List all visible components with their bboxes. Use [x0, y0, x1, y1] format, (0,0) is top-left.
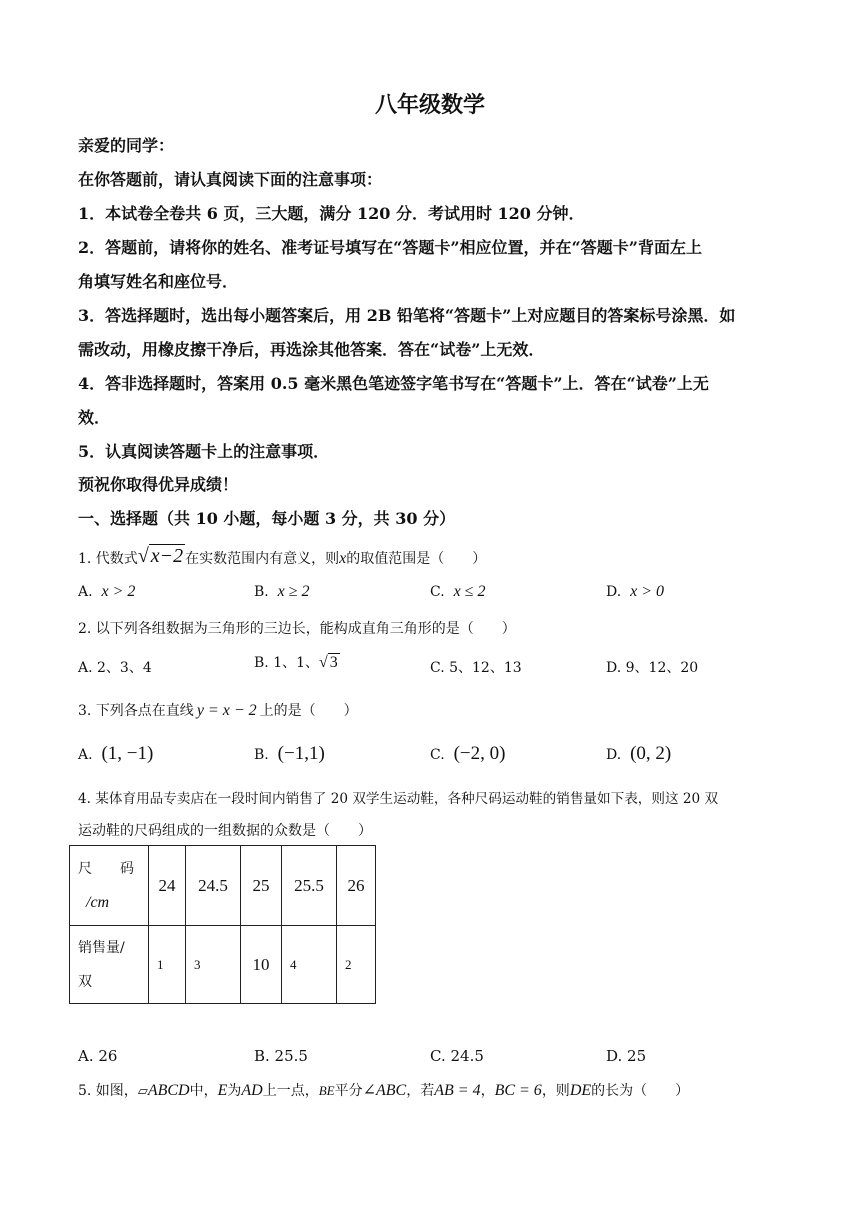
- q1-sqrt: √ x−2: [137, 545, 184, 567]
- q3-option-c: [430, 743, 505, 765]
- wish-line: 预祝你取得优异成绩！: [78, 475, 239, 494]
- q1-option-a-expr: x > 2: [101, 583, 136, 600]
- q5-angle: ∠ABC: [362, 1082, 407, 1099]
- q3-suffix: 上的是（ ）: [259, 703, 358, 719]
- q2-radicand: 3: [329, 654, 338, 671]
- q2-option-d: D. 9、12、20: [606, 660, 699, 676]
- table-header-size: [70, 846, 149, 926]
- q4-option-b: B. 25.5: [254, 1047, 308, 1065]
- q5-text: 中，: [189, 1083, 218, 1099]
- q1-suffix: 的取值范围是（ ）: [346, 551, 487, 567]
- question-4-line1: 4. 某体育用品专卖店在一段时间内销售了 20 双学生运动鞋，各种尺码运动鞋的销售量如下表，则这 20 双: [78, 791, 719, 807]
- header-count-unit: 双: [78, 973, 92, 990]
- q3-option-b-expr: (−1,1): [277, 743, 325, 764]
- q4-option-a: A. 26: [78, 1047, 118, 1065]
- q2-option-a: A. 2、3、4: [78, 660, 152, 676]
- table-row-sizes: [70, 846, 376, 926]
- q1-option-c-label: C.: [430, 584, 445, 600]
- header-size-unit: /cm: [86, 893, 110, 911]
- q5-segment-de: DE: [569, 1082, 592, 1099]
- note-4-line2: 效．: [78, 408, 111, 427]
- q5-segment-be: BE: [318, 1083, 335, 1098]
- count-cell: 2: [337, 926, 376, 1004]
- count-cell: 3: [186, 926, 241, 1004]
- q3-option-d: [606, 743, 671, 765]
- q1-radicand: x−2: [150, 545, 184, 567]
- q5-abcd: ABCD: [147, 1082, 190, 1099]
- q5-segment-ad: AD: [241, 1082, 263, 1099]
- note-1: 1．本试卷全卷共 6 页，三大题，满分 120 分．考试用时 120 分钟．: [78, 204, 585, 223]
- intro-line: 在你答题前，请认真阅读下面的注意事项：: [78, 170, 383, 189]
- q4-option-c: C. 24.5: [430, 1047, 484, 1065]
- question-3: [78, 700, 358, 720]
- q5-text: 的长为（ ）: [591, 1083, 690, 1099]
- count-cell: 1: [149, 926, 186, 1004]
- q2-option-b-label: B. 1、1、: [254, 655, 320, 671]
- size-cell: 25: [241, 846, 282, 926]
- size-cell: 24: [149, 846, 186, 926]
- q3-option-c-expr: (−2, 0): [453, 743, 506, 764]
- question-1: [78, 545, 486, 568]
- count-cell: 10: [241, 926, 282, 1004]
- q3-option-d-label: D.: [606, 747, 622, 763]
- count-cell: 4: [282, 926, 337, 1004]
- note-3-line2: 需改动，用橡皮擦干净后，再选涂其他答案．答在“试卷”上无效．: [78, 340, 545, 359]
- q1-middle: 在实数范围内有意义，则: [185, 551, 340, 567]
- greeting: 亲爱的同学：: [78, 136, 175, 155]
- q5-point-e: E: [217, 1082, 228, 1099]
- page-title: 八年级数学: [374, 92, 485, 118]
- question-5: [78, 1080, 689, 1100]
- section-heading: 一、选择题（共 10 小题，每小题 3 分，共 30 分）: [78, 509, 456, 528]
- note-4-line1: 4．答非选择题时，答案用 0.5 毫米黑色笔迹签字笔书写在“答题卡”上．答在“试卷”上无: [78, 374, 709, 393]
- question-2: 2. 以下列各组数据为三角形的三边长，能构成直角三角形的是（ ）: [78, 621, 516, 637]
- note-2-line2: 角填写姓名和座位号．: [78, 272, 239, 291]
- note-5: 5．认真阅读答题卡上的注意事项．: [78, 442, 330, 461]
- q5-prefix: 5. 如图，: [78, 1083, 138, 1099]
- table-header-count: [70, 926, 149, 1004]
- header-count-text: 销售量/: [78, 939, 125, 956]
- q3-option-d-expr: (0, 2): [630, 743, 672, 764]
- q3-option-a-label: A.: [78, 747, 93, 763]
- q1-option-a: [78, 583, 135, 601]
- q1-option-a-label: A.: [78, 584, 93, 600]
- question-4-line2: 运动鞋的尺码组成的一组数据的众数是（ ）: [78, 823, 372, 839]
- q1-option-b-label: B.: [254, 584, 269, 600]
- q5-text: ，若: [406, 1083, 435, 1099]
- q4-option-d: D. 25: [606, 1047, 647, 1065]
- q5-text: 上一点，: [262, 1083, 319, 1099]
- q2-sqrt: √ 3: [319, 654, 338, 671]
- shoe-size-table: [69, 845, 376, 1004]
- q5-ab-value: AB = 4: [434, 1082, 481, 1099]
- q1-option-b-expr: x ≥ 2: [277, 583, 310, 600]
- q1-prefix: 1. 代数式: [78, 551, 138, 567]
- q1-option-c: [430, 583, 485, 601]
- q3-option-a-expr: (1, −1): [101, 743, 154, 764]
- q5-text: ，: [480, 1083, 495, 1099]
- q3-option-a: [78, 743, 153, 765]
- q3-option-b: [254, 743, 325, 765]
- q5-text: ，则: [541, 1083, 570, 1099]
- q3-option-b-label: B.: [254, 747, 269, 763]
- table-row-counts: [70, 926, 376, 1004]
- size-cell: 25.5: [282, 846, 337, 926]
- header-size-text: 尺 码: [78, 860, 134, 877]
- q3-equation: y = x − 2: [196, 702, 257, 719]
- q5-bc-value: BC = 6: [494, 1082, 542, 1099]
- q1-option-d-label: D.: [606, 584, 622, 600]
- q2-option-c: C. 5、12、13: [430, 660, 522, 676]
- size-cell: 26: [337, 846, 376, 926]
- q5-text: 平分: [334, 1083, 363, 1099]
- q1-option-c-expr: x ≤ 2: [453, 583, 486, 600]
- q5-text: 为: [227, 1083, 242, 1099]
- q1-variable: x: [339, 550, 347, 567]
- q3-prefix: 3. 下列各点在直线: [78, 703, 194, 719]
- note-2-line1: 2．答题前，请将你的姓名、准考证号填写在“答题卡”相应位置，并在“答题卡”背面左上: [78, 238, 702, 257]
- size-cell: 24.5: [186, 846, 241, 926]
- q1-option-b: [254, 583, 310, 601]
- note-3-line1: 3．答选择题时，选出每小题答案后，用 2B 铅笔将“答题卡”上对应题目的答案标号涂黑．如: [78, 306, 736, 325]
- q1-option-d-expr: x > 0: [630, 583, 664, 600]
- parallelogram-symbol: ▱: [137, 1083, 148, 1098]
- q2-option-b: [254, 652, 340, 672]
- q3-option-c-label: C.: [430, 747, 445, 763]
- q1-option-d: [606, 583, 664, 601]
